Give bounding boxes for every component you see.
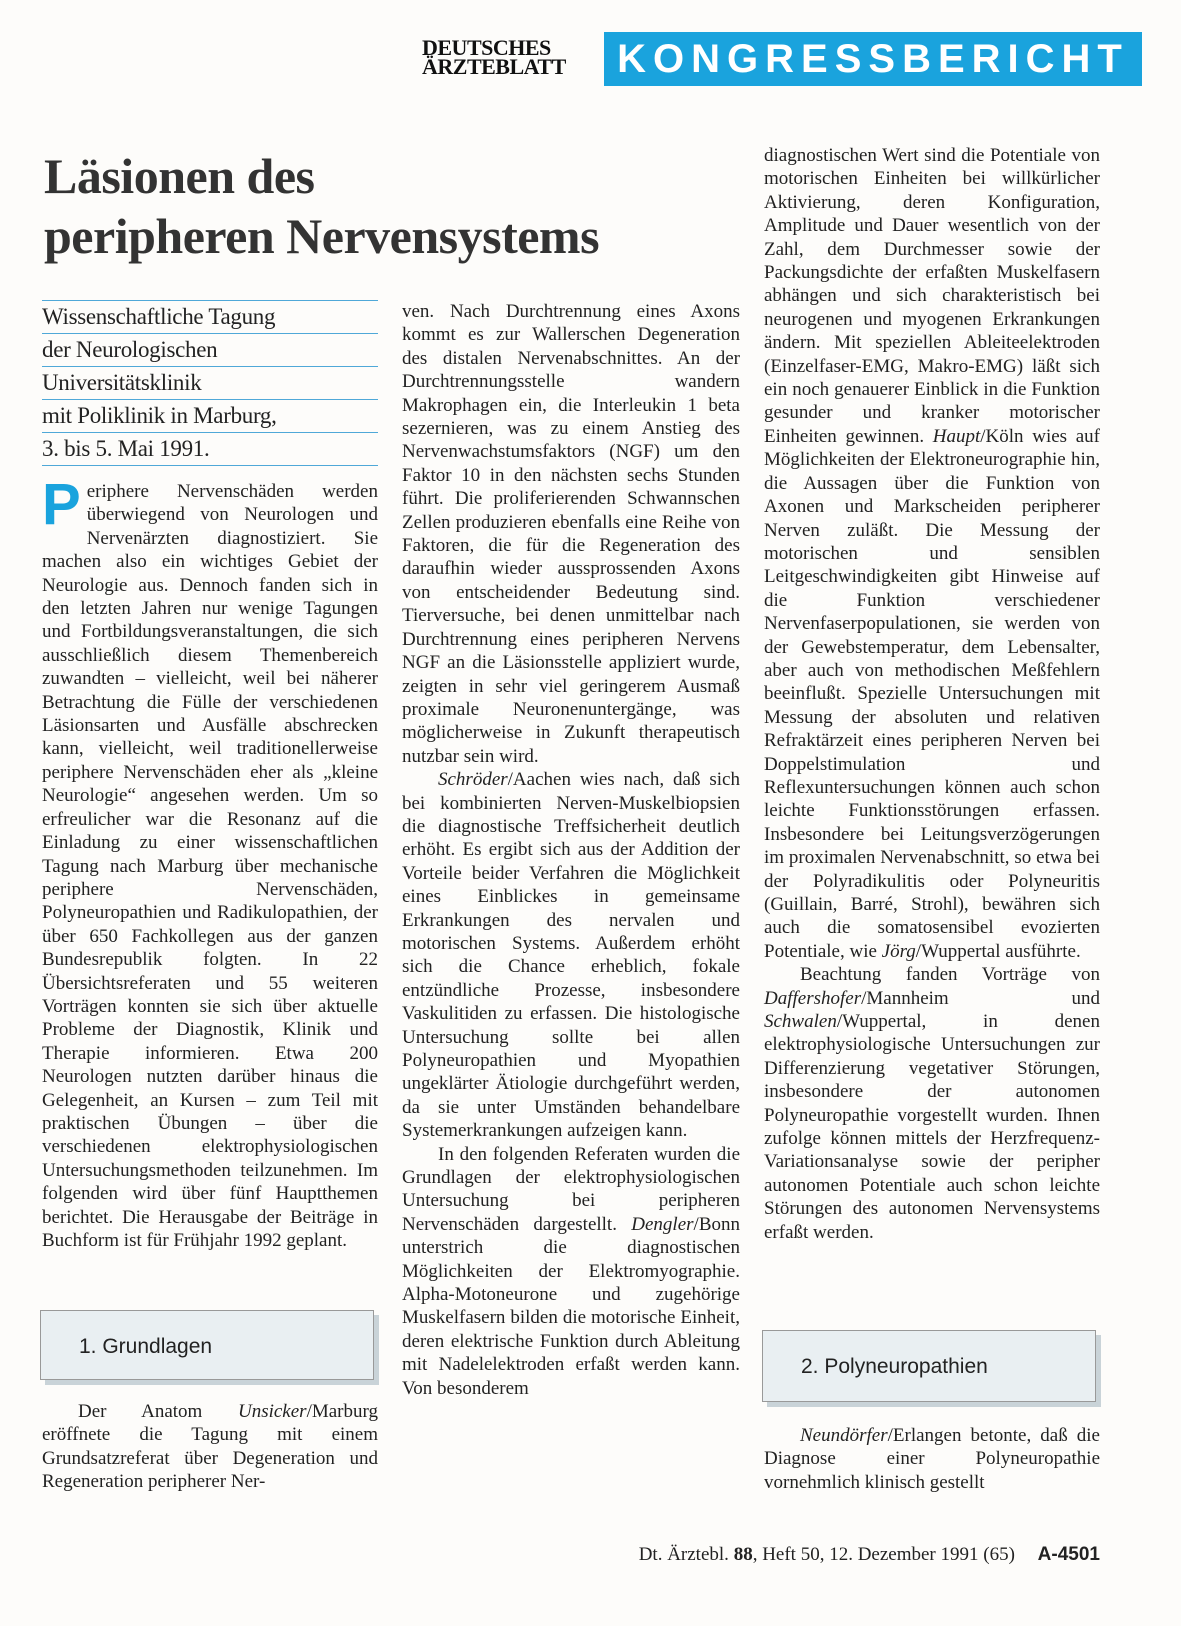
- col2-p3-text-b: /Bonn unterstrich die diagnostischen Möglichkeiten der Elektromyographie. Alpha-Motoneurone und zugehörige Muskelfasern bilden die motorische Einheit, deren elektrische Funktion durch Ableitung mit Nadelelektroden erfaßt werden kann. Von besonderem: [402, 1213, 740, 1399]
- subtitle-line: mit Poliklinik in Marburg,: [42, 399, 378, 432]
- subtitle-line: Wissenschaftliche Tagung: [42, 300, 378, 333]
- section1-paragraph: [42, 1400, 378, 1494]
- author-name: Dengler: [631, 1213, 694, 1235]
- column-2: [402, 300, 740, 1400]
- author-name: Unsicker: [237, 1401, 307, 1422]
- section-heading-box-1: [40, 1310, 374, 1380]
- author-name: Haupt: [932, 425, 981, 447]
- brand-line-2: ÄRZTEBLATT: [422, 54, 566, 79]
- col3-paragraph-1: [764, 144, 1100, 963]
- col3-p2-text-c: /Wuppertal, in denen elektrophysiologische Untersuchungen zur Differenzierung vegetativer Störungen, insbesondere der autonomen Polyneuropathie vorgestellt wurden. Ihnen zufolge können mittels der Herzfrequenz-Variationsanalyse sowie der peripher autonomen Potentiale auch schon leichte Störungen des autonomen Nervensystems erfaßt werden.: [764, 1011, 1100, 1243]
- section-heading-box-2: [762, 1330, 1096, 1402]
- author-name: Daffershofer: [764, 987, 862, 1009]
- col3-p2-text-b: /Mannheim und: [861, 987, 1100, 1009]
- author-name: Schröder: [438, 769, 508, 791]
- col3-p1-text-a: diagnostischen Wert sind die Potentiale von motorischen Einheiten bei willkürlicher Aktivierung, deren Konfiguration, Amplitude und Dauer wesentlich von der Zahl, dem Durchmesser sowie der Packungsdichte der erfaßten Muskelfasern abhängen und sich charakteristisch bei neurogenen und myogenen Erkrankungen ändern. Mit speziellen Ableiteelektroden (Einzelfaser-EMG, Makro-EMG) läßt sich ein noch genauerer Einblick in die Funktion gesunder und kranker motorischer Einheiten gewinnen.: [764, 145, 1100, 447]
- page-footer: [560, 1544, 1100, 1566]
- subtitle-line: 3. bis 5. Mai 1991.: [42, 432, 378, 466]
- title-line-1: Läsionen des: [44, 148, 315, 204]
- article-subtitle: [42, 300, 378, 466]
- col2-paragraph-3: [402, 1143, 740, 1400]
- column-3: [764, 144, 1100, 1244]
- col2-p3-text-a: In den folgenden Referaten wurden die Grundlagen der elektrophysiologischen Untersuchung bei peripheren Nervenschäden dargestellt.: [402, 1143, 740, 1235]
- col2-paragraph-1: ven. Nach Durchtrennung eines Axons kommt es zur Wallerschen Degeneration des distalen Nervenabschnittes. An der Durchtrennungsstelle wandern Makrophagen ein, die Interleukin 1 beta sezernieren, was zu einem Anstieg des Nervenwachstumsfaktors (NGF) um den Faktor 10 in den nächsten sechs Stunden führt. Die proliferierenden Schwannschen Zellen produzieren ebenfalls eine Reihe von Faktoren, die für die Regeneration des daraufhin wieder aussprossenden Axons von entscheidender Bedeutung sind. Tierversuche, bei denen unmittelbar nach Durchtrennung eines peripheren Nervens NGF an die Läsionsstelle appliziert wurde, zeigten in sehr viel geringerem Ausmaß proximale Neuronenuntergänge, was möglicherweise in Zukunft therapeutisch nutzbar sein wird.: [402, 301, 740, 767]
- section1-text: Der Anatom Unsicker/Marburg eröffnete die Tagung mit einem Grundsatzreferat über Degeneration und Regeneration peripherer Ner-: [42, 1401, 378, 1493]
- section-heading-1: 1. Grundlagen: [79, 1335, 213, 1358]
- col3-p2-text-a: Beachtung fanden Vorträge von: [800, 964, 1100, 986]
- col2-paragraph-2: [402, 768, 740, 1143]
- author-name: Jörg: [881, 940, 916, 962]
- section-banner: KONGRESSBERICHT: [604, 32, 1142, 86]
- section2-paragraph: [764, 1424, 1100, 1494]
- title-line-2: peripheren Nervensystems: [44, 208, 600, 264]
- issue-info: , Heft 50, 12. Dezember 1991 (65): [752, 1544, 1015, 1565]
- brand-line-1: DEUTSCHES: [422, 35, 551, 60]
- journal-abbrev: Dt. Ärztebl.: [638, 1544, 729, 1565]
- drop-cap: P: [42, 472, 81, 537]
- intro-text: eriphere Nervenschäden werden überwiegend von Neurologen und Nervenärzten diagnostiziert. Sie machen also ein wichtiges Gebiet der Neurologie aus. Dennoch fanden sich in den letzten Jahren nur wenige Tagungen und Fortbildungsveranstaltungen, die sich ausschließlich diesem Themenbereich zuwandten – vielleicht, weil bei näherer Betrachtung die Fülle der verschiedenen Läsionsarten und Ausfälle abschrecken kann, vielleicht, weil traditionellerweise periphere Nervenschäden eher als „kleine Neurologie“ angesehen werden. Um so erfreulicher war die Resonanz auf die Einladung zu einer wissenschaftlichen Tagung nach Marburg über mechanische periphere Nervenschäden, Polyneuropathien und Radikulopathien, der über 650 Fachkollegen aus der ganzen Bundesrepublik folgten. In 22 Übersichtsreferaten und 55 weiteren Vorträgen konnten sie sich über aktuelle Probleme der Diagnostik, Klinik und Therapie informieren. Etwa 200 Neurologen nutzten darüber hinaus die Gelegenheit, an Kursen – zum Teil mit praktischen Übungen – über die verschiedenen elektrophysiologischen Untersuchungsmethoden teilzunehmen. Im folgenden wird über fünf Hauptthemen berichtet. Die Herausgabe der Beiträge in Buchform ist für Frühjahr 1992 geplant.: [42, 481, 378, 1251]
- volume-number: 88: [733, 1544, 753, 1565]
- author-name: Neundörfer: [800, 1425, 888, 1446]
- article-title: [44, 146, 764, 266]
- section-heading-2: 2. Polyneuropathien: [801, 1355, 988, 1378]
- subtitle-line: Universitätsklinik: [42, 366, 378, 399]
- journal-logo: [422, 35, 597, 79]
- intro-paragraph: [42, 472, 378, 1252]
- masthead: [422, 32, 1142, 88]
- col2-p2-text: /Aachen wies nach, daß sich bei kombinierten Nerven-Muskelbiopsien die diagnostische Treffsicherheit deutlich erhöht. Es ergibt sich aus der Addition der Vorteile beider Verfahren die Möglichkeit eines Einblickes in gemeinsame Erkrankungen des nervalen und motorischen Systems. Außerdem erhöht sich die Chance erheblich, fokale entzündliche Prozesse, insbesondere Vaskulitiden zu erfassen. Die histologische Untersuchung sollte bei allen Polyneuropathien und Myopathien ungeklärter Ätiologie durchgeführt werden, da sie unter Umständen behandelbare Systemerkrankungen aufzeigen kann.: [402, 769, 740, 1142]
- page-number: A-4501: [1037, 1544, 1100, 1565]
- col3-paragraph-2: [764, 963, 1100, 1244]
- subtitle-line: der Neurologischen: [42, 333, 378, 366]
- col3-p1-text-b: /Köln wies auf Möglichkeiten der Elektroneurographie hin, die Aussagen über die Funktion von Axonen und Markscheiden peripherer Nerven zuläßt. Die Messung der motorischen und sensiblen Leitgeschwindigkeiten gibt Hinweise auf die Funktion verschiedener Nervenfaserpopulationen, sie werden von der Gewebstemperatur, dem Lebensalter, aber auch von methodischen Meßfehlern beeinflußt. Spezielle Untersuchungen mit Messung der absoluten und relativen Refraktärzeit eines peripheren Nerven bei Doppelstimulation und Reflexuntersuchungen können auch schon leichte Funktionsstörungen erfassen. Insbesondere bei Leitungsverzögerungen im proximalen Nervenabschnitt, so etwa bei der Polyradikulitis oder Polyneuritis (Guillain, Barré, Strohl), bewähren sich auch die somatosensibel evozierten Potentiale, wie: [764, 425, 1100, 962]
- section2-text: /Erlangen betonte, daß die Diagnose einer Polyneuropathie vornehmlich klinisch gestellt: [764, 1425, 1100, 1493]
- author-name: Schwalen: [764, 1011, 837, 1033]
- col3-p1-text-c: /Wuppertal ausführte.: [915, 940, 1081, 962]
